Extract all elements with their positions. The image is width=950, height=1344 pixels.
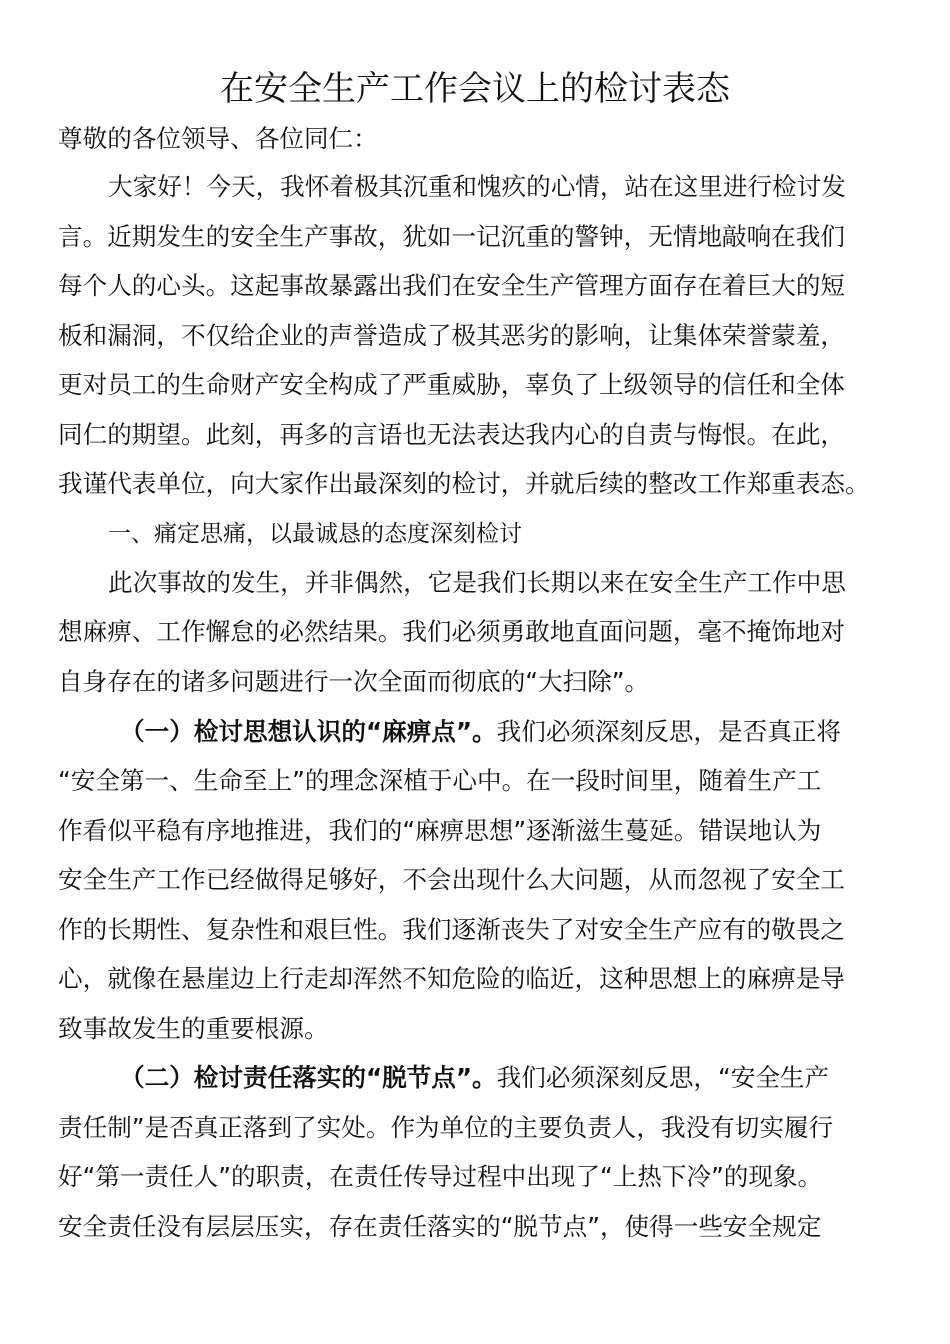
paragraph-line: 同仁的期望。此刻，再多的言语也无法表达我内心的自责与悔恨。在此， [58, 420, 846, 449]
paragraph-line: 责任制”是否真正落到了实处。作为单位的主要负责人，我没有切实履行 [58, 1113, 834, 1142]
document-title: 在安全生产工作会议上的检讨表态 [220, 69, 730, 109]
paragraph-line: 安全生产工作已经做得足够好，不会出现什么大问题，从而忽视了安全工 [58, 865, 846, 894]
paragraph-line: “安全第一、生命至上”的理念深植于心中。在一段时间里，随着生产工 [58, 766, 822, 795]
subsection-heading: （一）检讨思想认识的“麻痹点”。 [120, 717, 497, 746]
paragraph-line: 作看似平稳有序地推进，我们的“麻痹思想”逐渐滋生蔓延。错误地认为 [58, 816, 822, 845]
section-heading: 一、痛定思痛，以最诚恳的态度深刻检讨 [108, 521, 522, 547]
paragraph-line: 更对员工的生命财产安全构成了严重威胁，辜负了上级领导的信任和全体 [58, 370, 846, 399]
subsection-first-line [120, 1058, 829, 1098]
paragraph-line: 大家好！今天，我怀着极其沉重和愧疚的心情，站在这里进行检讨发 [108, 172, 846, 201]
subsection-first-line [120, 712, 841, 752]
paragraph-line: 好“第一责任人”的职责，在责任传导过程中出现了“上热下冷”的现象。 [58, 1162, 823, 1191]
paragraph-line: 作的长期性、复杂性和艰巨性。我们逐渐丧失了对安全生产应有的敬畏之 [58, 915, 846, 944]
paragraph-line: 我谨代表单位，向大家作出最深刻的检讨，并就后续的整改工作郑重表态。 [58, 469, 870, 498]
paragraph-line: 心，就像在悬崖边上行走却浑然不知危险的临近，这种思想上的麻痹是导 [58, 964, 846, 993]
subsection-text: 我们必须深刻反思，是否真正将 [496, 717, 841, 746]
salutation: 尊敬的各位领导、各位同仁： [58, 124, 378, 153]
paragraph-line: 此次事故的发生，并非偶然，它是我们长期以来在安全生产工作中思 [108, 568, 846, 597]
subsection-text: 我们必须深刻反思，“安全生产 [496, 1063, 830, 1092]
paragraph-line: 板和漏洞，不仅给企业的声誉造成了极其恶劣的影响，让集体荣誉蒙羞， [58, 321, 846, 350]
paragraph-line: 自身存在的诸多问题进行一次全面而彻底的“大扫除”。 [58, 667, 650, 696]
paragraph-line: 致事故发生的重要根源。 [58, 1014, 329, 1043]
paragraph-line: 每个人的心头。这起事故暴露出我们在安全生产管理方面存在着巨大的短 [58, 271, 846, 300]
paragraph-line: 想麻痹、工作懈怠的必然结果。我们必须勇敢地直面问题，毫不掩饰地对 [58, 617, 846, 646]
paragraph-line: 安全责任没有层层压实，存在责任落实的“脱节点”，使得一些安全规定 [58, 1212, 822, 1241]
subsection-heading: （二）检讨责任落实的“脱节点”。 [120, 1063, 497, 1092]
paragraph-line: 言。近期发生的安全生产事故，犹如一记沉重的警钟，无情地敲响在我们 [58, 222, 846, 251]
